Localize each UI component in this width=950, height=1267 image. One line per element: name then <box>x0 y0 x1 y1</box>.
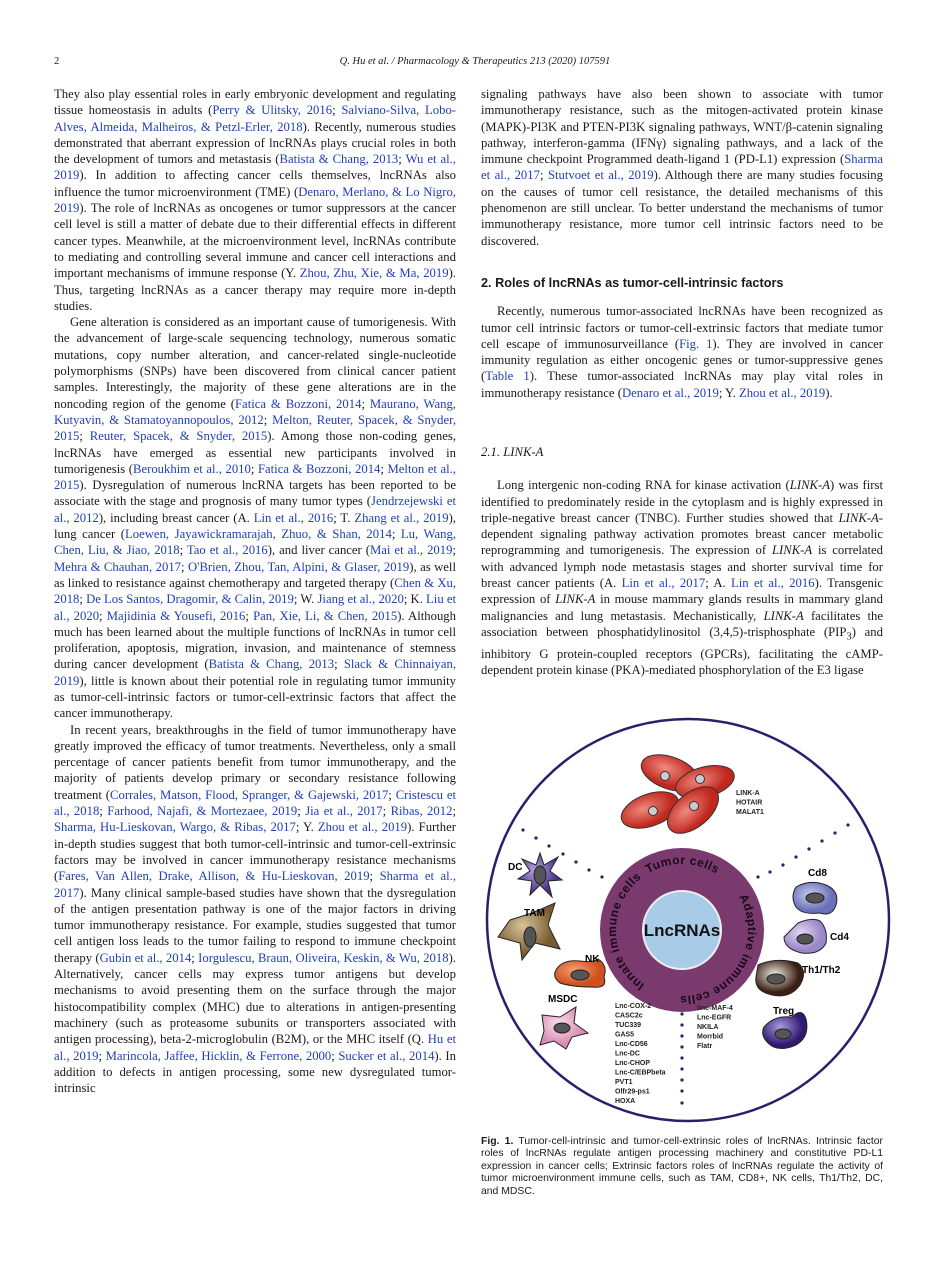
text-run: ), including breast cancer (A. <box>98 510 254 525</box>
caption-text: Tumor-cell-intrinsic and tumor-cell-extrinsic roles of lncRNAs. Intrinsic factor roles of lncRNAs regulate antigen processing machinery and constitutive PD-L1 expression in cancer cells; Extrinsic factors roles of lncRNAs regulate the activity of tumor microenvironment immune cells, such as TAM, CD8+, NK cells, Th1/Th2, DC, and MDSC. <box>481 1136 883 1197</box>
figure-1-diagram <box>480 715 900 1135</box>
paragraph <box>54 314 456 721</box>
cell-label-nk: NK <box>585 954 600 965</box>
text-run: ; <box>79 429 90 444</box>
text-run: signaling pathways have also been shown to associate with tumor immunotherapy resistance, such as the mitogen-activated protein kinase (MAPK)-PI3K and PTEN-PI3K signaling pathways, WNT/β-catenin signaling pathway, interferon-gamma (IFNγ) signaling pathways, and a lack of the immune checkpoint Programmed death-ligand 1 (PD-L1) expression ( <box>481 87 883 167</box>
text-run: ; <box>388 787 396 802</box>
text-run: ; <box>250 461 258 476</box>
paragraph <box>54 722 456 1097</box>
ring-label-innate: Innate immune cells <box>604 869 647 994</box>
text-run: ; <box>191 950 199 965</box>
citation-link[interactable]: Fares, Van Allen, Drake, Allison, & Hu-Lieskovan, 2019 <box>58 869 370 884</box>
subscript: 3 <box>846 631 852 643</box>
text-run: ). Recently, numerous studies demonstrated that aberrant expression of lncRNAs plays crucial roles in both the development of tumors and metastasis ( <box>54 119 456 167</box>
citation-link[interactable]: Wu et al., 2019 <box>54 152 457 183</box>
cell-label-msdc: MSDC <box>548 994 578 1005</box>
citation-link[interactable]: Jiang et al., 2020 <box>317 592 404 607</box>
text-run: ). They are involved in cancer immunity regulation as either oncogenic genes or tumor-suppressive genes ( <box>481 336 883 384</box>
svg-text:GAS5: GAS5 <box>615 1031 635 1039</box>
citation-link[interactable]: Lin et al., 2017 <box>621 576 706 591</box>
text-run: ; <box>263 412 273 427</box>
text-run: ; <box>181 559 189 574</box>
paragraph <box>481 86 883 249</box>
cell-label-cd8: Cd8 <box>808 868 827 879</box>
italic-term: LINK-A <box>789 478 830 493</box>
text-run: in mouse mammary glands results in mammary gland malignancies and lung metastasis. Mechanistically, <box>481 592 883 623</box>
citation-link[interactable]: Batista & Chang, 2013 <box>208 657 335 672</box>
text-run: ). Many clinical sample-based studies have shown that the dysregulation of the antigen presentation pathway is one of the major factors in driving tumor immunotherapy resistance. For example, studies suggested that tumor cell antigen loss leads to the tumor failing to respond to immune checkpoint therapy ( <box>54 885 456 965</box>
text-run: ). In addition to affecting cancer cells themselves, lncRNAs also influence the tumor microenvironment (TME) ( <box>54 168 456 199</box>
text-run: ). Although there are many studies focusing on the causes of tumor cell resistance, the detailed mechanisms of this phenomenon are still unclear. To better understand the mechanisms of tumor immunotherapy resistance, more tumor cell intrinsic factors need to be discovered. <box>481 168 883 248</box>
text-run: ), and liver cancer ( <box>267 543 370 558</box>
text-run: ). Dysregulation of numerous lncRNA targets has been reported to be associate with the stage and prognosis of many tumor types ( <box>54 478 456 509</box>
citation-link[interactable]: Denaro et al., 2019 <box>621 385 719 400</box>
citation-link[interactable]: Sharma et al., 2017 <box>54 869 456 900</box>
text-run: ), lung cancer ( <box>54 510 456 542</box>
text-run: ). <box>825 385 833 400</box>
cell-label-treg: Treg <box>773 1006 795 1017</box>
citation-link[interactable]: Mai et al., 2019 <box>370 543 453 558</box>
svg-text:Olfr29-ps1: Olfr29-ps1 <box>615 1088 650 1096</box>
citation-link[interactable]: Sucker et al., 2014 <box>338 1048 435 1063</box>
citation-link[interactable]: Zhang et al., 2019 <box>354 510 449 525</box>
text-run: ; <box>179 543 187 558</box>
citation-link[interactable]: De Los Santos, Dragomir, & Calin, 2019 <box>86 592 294 607</box>
text-run: ; <box>297 804 306 819</box>
text-run: ), little is known about their potential role in regulating tumor immunity as tumor-cell-intrinsic factors or tumor-cell-extrinsic factors that affect the cancer immunotherapy. <box>54 673 456 721</box>
text-run: In recent years, breakthroughs in the field of tumor immunotherapy have greatly improved the efficacy of tumor treatments. Nevertheless, only a small percentage of cancer patients benefit from tumor immunotherapy, and the majority of patients develop primary or secondary resistance following treatment ( <box>54 722 456 802</box>
citation-link[interactable]: Salviano-Silva, Lobo-Alves, Almeida, Malheiros, & Petzl-Erler, 2018 <box>54 103 457 134</box>
cell-label-cd4: Cd4 <box>830 932 849 943</box>
text-run: ; Y. <box>295 820 318 835</box>
lncrna-label: MALAT1 <box>736 809 764 816</box>
center-label: LncRNAs <box>643 921 721 940</box>
svg-text:linc-MAF-4: linc-MAF-4 <box>697 1005 733 1012</box>
citation-link[interactable]: Melton et al., 2015 <box>54 461 456 493</box>
citation-link[interactable]: Lin et al., 2016 <box>253 510 334 525</box>
italic-term: LINK-A <box>555 592 596 607</box>
text-run: ; <box>369 869 380 884</box>
ring-label-tumor: Tumor cells <box>642 852 723 877</box>
page-number: 2 <box>54 56 60 67</box>
citation-link[interactable]: Batista & Chang, 2013 <box>279 152 399 167</box>
text-run: ). Further in-depth studies suggest that both tumor-cell-intrinsic and tumor-cell-extrinsic factors may be involved in cancer immunotherapy resistance mechanisms ( <box>54 820 456 884</box>
text-run: ; <box>332 103 342 118</box>
lncrna-label: HOTAIR <box>736 799 763 807</box>
citation-link[interactable]: Slack & Chinnaiyan, 2019 <box>54 657 456 688</box>
citation-link[interactable]: Zhou et al., 2019 <box>317 820 408 835</box>
text-run: ; K. <box>403 592 427 607</box>
text-run: Long intergenic non-coding RNA for kinase activation ( <box>497 478 790 493</box>
figure-caption <box>481 1136 883 1198</box>
section-heading: 2. Roles of lncRNAs as tumor-cell-intrinsic factors <box>481 276 784 290</box>
citation-link[interactable]: Majidinia & Yousefi, 2016 <box>106 608 246 623</box>
citation-link[interactable]: Gubin et al., 2014 <box>99 950 192 965</box>
text-run: facilitates the association between phosphatidylinositol (3,4,5)-trisphosphate (PIP <box>481 608 883 639</box>
citation-link[interactable]: Tao et al., 2016 <box>186 543 268 558</box>
right-column-intro <box>481 86 883 249</box>
text-run: ; <box>380 461 388 476</box>
paragraph <box>54 86 456 314</box>
citation-link[interactable]: Chen & Xu, 2018 <box>54 575 456 607</box>
text-run: ; <box>334 657 344 672</box>
text-run: ; T. <box>333 510 355 525</box>
citation-link[interactable]: Sharma et al., 2017 <box>481 152 883 183</box>
text-run: ). Thus, targeting lncRNAs as a cancer therapy may require more in-depth studies. <box>54 266 456 313</box>
text-run: Gene alteration is considered as an important cause of tumorigenesis. With the advancement of large-scale sequencing technology, numerous somatic mutations, copy number alteration, and cancer-related single-nucleotide polymorphisms (SNPs) have been discovered from clinical cancer patient samples. Interestingly, the majority of these gene alterations are in the noncoding region of the genome ( <box>54 315 456 411</box>
citation-link[interactable]: O'Brien, Zhou, Tan, Alpini, & Glaser, 2019 <box>188 559 410 574</box>
cell-label-dc: DC <box>508 862 523 873</box>
citation-link[interactable]: Cristescu et al., 2018 <box>54 787 456 819</box>
text-run: ; <box>98 1048 106 1063</box>
cell-label-tam: TAM <box>524 908 545 919</box>
section-2-1 <box>481 444 883 678</box>
citation-link[interactable]: Jia et al., 2017 <box>305 804 383 819</box>
citation-link[interactable]: Stutvoet et al., 2019 <box>547 168 654 183</box>
citation-link[interactable]: Table 1 <box>485 369 530 384</box>
text-run: ). Transgenic expression of <box>481 576 883 607</box>
citation-link[interactable]: Lin et al., 2016 <box>731 576 815 591</box>
text-run: ; <box>331 1048 339 1063</box>
left-column <box>54 86 456 1096</box>
text-run: ; <box>452 804 456 819</box>
text-run: ; <box>79 592 87 607</box>
svg-text:Lnc-COX-2: Lnc-COX-2 <box>615 1003 652 1010</box>
citation-link[interactable]: Sharma, Hu-Lieskovan, Wargo, & Ribas, 2017 <box>54 820 296 835</box>
citation-link[interactable]: Reuter, Spacek, & Snyder, 2015 <box>89 429 268 444</box>
citation-link[interactable]: Marincola, Jaffee, Hicklin, & Ferrone, 2000 <box>105 1048 332 1063</box>
text-run: ), as well as linked to resistance against chemotherapy and targeted therapy ( <box>54 559 456 590</box>
subsection-heading: 2.1. LINK-A <box>481 445 544 459</box>
citation-link[interactable]: Farhood, Najafi, & Mortezaee, 2019 <box>107 804 298 819</box>
text-run: ; <box>382 804 391 819</box>
svg-text:Lnc-CD56: Lnc-CD56 <box>615 1041 648 1048</box>
text-run: Recently, numerous tumor-associated lncRNAs have been recognized as tumor cell intrinsic factors or tumor-cell-extrinsic factors that mediate tumor cell escape of immunosurveillance ( <box>481 304 883 351</box>
citation-link[interactable]: Jendrzejewski et al., 2012 <box>54 494 456 525</box>
text-run: ). Alternatively, cancer cells may express tumor antigens but develop mechanisms to avoid presenting them on the surface through the major histocompatibility complex (MHC) due to alterations in antigen-presenting machinery (such as proteasome subunits or transporters associated with antigen processing), beta-2-microglobulin (B2M), or the MHC itself (Q. <box>54 950 456 1047</box>
svg-text:HOXA: HOXA <box>615 1098 636 1105</box>
figure-label: Fig. 1. <box>481 1136 514 1147</box>
citation-link[interactable]: Pan, Xie, Li, & Chen, 2015 <box>253 608 398 623</box>
text-run: ; <box>539 168 548 183</box>
text-run: ; <box>245 608 254 623</box>
section-2 <box>481 275 883 401</box>
cell-label-th1-th2: Th1/Th2 <box>802 965 841 976</box>
svg-text:PVT1: PVT1 <box>615 1079 633 1086</box>
citation-link[interactable]: Corrales, Matson, Flood, Spranger, & Gajewski, 2017 <box>110 787 389 802</box>
citation-link[interactable]: Mehra & Chauhan, 2017 <box>54 559 182 574</box>
text-run: -dependent signaling pathway activation promotes breast cancer metabolic reprogramming and tumorigenesis. The expression of <box>481 510 883 558</box>
svg-text:CASC2c: CASC2c <box>615 1012 643 1020</box>
italic-term: LINK-A <box>771 543 813 558</box>
citation-link[interactable]: Lu, Wang, Chen, Liu, & Jiao, 2018 <box>54 527 456 558</box>
italic-term: LINK-A <box>838 510 879 525</box>
text-run: ). In addition to defects in antigen processing, some new dysregulated tumor-intrinsic <box>54 1048 456 1096</box>
text-run: ; A. <box>705 576 732 591</box>
text-run: ; <box>99 608 107 623</box>
svg-text:Lnc-CHOP: Lnc-CHOP <box>615 1060 650 1067</box>
ring-label-adaptive: Adaptive immune cells <box>679 891 760 1008</box>
svg-text:Lnc-C/EBPbeta: Lnc-C/EBPbeta <box>615 1069 666 1077</box>
citation-link[interactable]: Zhou et al., 2019 <box>738 385 826 400</box>
lncrna-label: LINK-A <box>736 790 760 797</box>
citation-link[interactable]: Fig. 1 <box>679 336 713 351</box>
text-run: They also play essential roles in early embryonic development and regulating tissue homeostasis in adults ( <box>54 87 456 118</box>
paragraph <box>481 477 883 678</box>
citation-link[interactable]: Liu et al., 2020 <box>54 592 456 623</box>
citation-link[interactable]: Loewen, Jayawickramarajah, Zhuo, & Shan, 2014 <box>125 527 392 542</box>
text-run: ). Among those non-coding genes, lncRNAs have emerged as essential new participants involved in tumorigenesis ( <box>54 429 456 476</box>
svg-text:Morrbid: Morrbid <box>697 1033 724 1041</box>
text-run: ). Although much has been learned about the multiple functions of lncRNAs in tumor cell proliferation, apoptosis, migration, invasion, and maintenance of stemness during cancer development ( <box>54 608 456 672</box>
svg-text:TUC339: TUC339 <box>615 1022 642 1029</box>
paragraph <box>481 303 883 401</box>
citation-link[interactable]: Denaro, Merlano, & Lo Nigro, 2019 <box>54 184 456 216</box>
text-run: ; <box>361 396 370 411</box>
citation-link[interactable]: Fatica & Bozzoni, 2014 <box>235 396 362 411</box>
svg-text:Lnc-EGFR: Lnc-EGFR <box>697 1014 732 1022</box>
text-run: ) and inhibitory G protein-coupled receptors (GPCRs), facilitating the cAMP-dependent protein kinase (PKA)-mediated phosphorylation of the E3 ligase <box>481 624 883 678</box>
citation-link[interactable]: Fatica & Bozzoni, 2014 <box>257 461 381 476</box>
svg-text:Lnc-DC: Lnc-DC <box>615 1050 640 1058</box>
citation-link[interactable]: Iorgulescu, Braun, Oliveira, Keskin, & Wu, 2018 <box>198 950 449 965</box>
text-run: ; W. <box>293 592 318 607</box>
citation-link[interactable]: Hu et al., 2019 <box>54 1032 456 1063</box>
text-run: ). The role of lncRNAs as oncogenes or tumor suppressors at the cancer cell level is still a matter of debate due to their differential effects in different cancer types. Meanwhile, at the microenvironment level, lncRNAs contribute to mediating and controlling several immune and cancer cell interactions and important mechanisms of immune response (Y. <box>54 201 456 281</box>
citation-link[interactable]: Perry & Ulitsky, 2016 <box>212 103 333 118</box>
text-run: ; <box>391 527 401 542</box>
citation-link[interactable]: Beroukhim et al., 2010 <box>133 461 251 476</box>
citation-link[interactable]: Ribas, 2012 <box>390 804 453 819</box>
running-head: Q. Hu et al. / Pharmacology & Therapeutics 213 (2020) 107591 <box>339 56 611 67</box>
citation-link[interactable]: Maurano, Wang, Kutyavin, & Stamatoyannopoulos, 2012 <box>54 396 456 427</box>
text-run: ). These tumor-associated lncRNAs may play vital roles in immunotherapy resistance ( <box>481 369 883 400</box>
svg-text:NKILA: NKILA <box>697 1024 719 1031</box>
text-run: ; <box>99 804 108 819</box>
text-run: ) was first identified to predominately reside in the cytoplasm and is highly expressed in triple-negative breast cancer (TNBC). Further studies showed that <box>481 478 883 525</box>
citation-link[interactable]: Melton, Reuter, Spacek, & Snyder, 2015 <box>54 412 457 444</box>
italic-term: LINK-A <box>763 608 804 623</box>
text-run: ; Y. <box>718 385 739 400</box>
text-run: is correlated with advanced lymph node metastasis stages and shorter survival time for breast cancer patients (A. <box>481 543 883 591</box>
text-run: ; <box>398 152 406 167</box>
text-run: ; <box>452 543 456 558</box>
citation-link[interactable]: Zhou, Zhu, Xie, & Ma, 2019 <box>299 266 449 281</box>
svg-text:Flatr: Flatr <box>697 1043 713 1050</box>
